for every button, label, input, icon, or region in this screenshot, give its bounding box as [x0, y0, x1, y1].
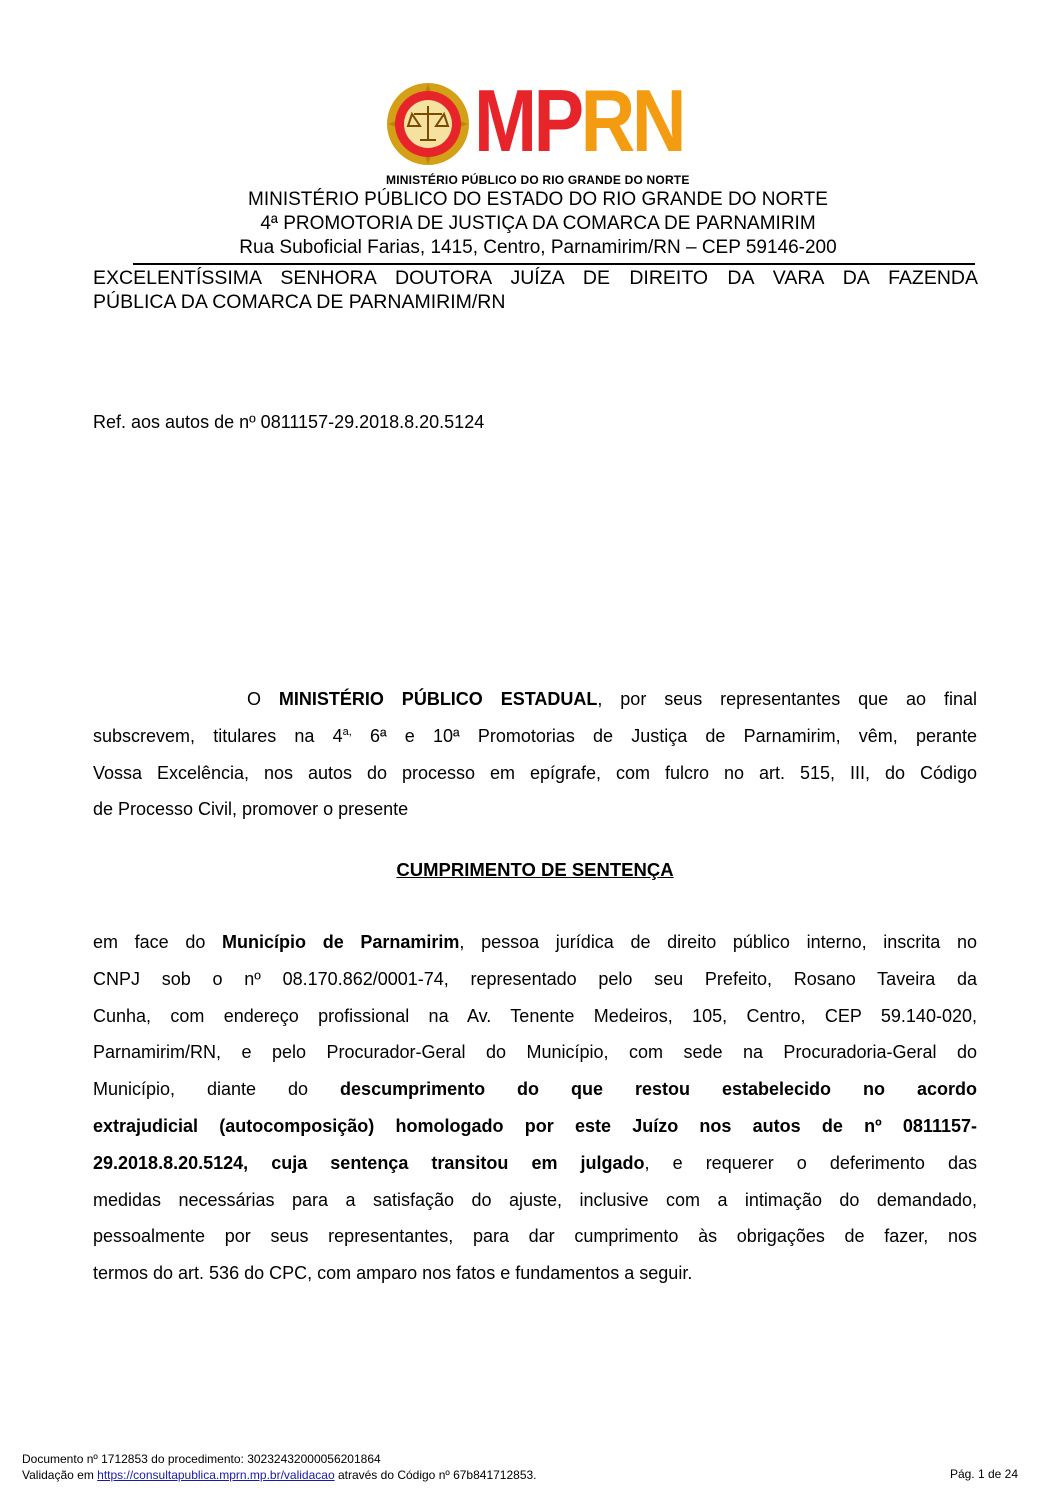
header-line-1: MINISTÉRIO PÚBLICO DO ESTADO DO RIO GRANDE DO NORTE	[248, 189, 828, 210]
body-l7-bold: 29.2018.8.20.5124, cuja sentença transitou em julgado	[93, 1152, 645, 1173]
addressee-line-2: PÚBLICA DA COMARCA DE PARNAMIRIM/RN	[93, 291, 506, 313]
footer-validation-post: através do Código nº 67b841712853.	[334, 1468, 537, 1482]
body-l5-bold: descumprimento do que restou estabelecido no acordo	[340, 1079, 977, 1100]
body-l7-post: , e requerer o deferimento das	[644, 1152, 978, 1173]
intro-paragraph	[93, 681, 977, 828]
mprn-logo	[386, 71, 696, 192]
case-reference: Ref. aos autos de nº 0811157-29.2018.8.20.5124	[93, 412, 485, 432]
intro-line-3: Vossa Excelência, nos autos do processo em epígrafe, com fulcro no art. 515, III, do Código	[93, 762, 977, 783]
body-l5-pre: Município, diante do	[93, 1079, 341, 1100]
validation-link[interactable]: https://consultapublica.mprn.mp.br/validacao	[97, 1468, 335, 1482]
body-l1-post: , pessoa jurídica de direito público interno, inscrita no	[459, 932, 977, 952]
body-line-4: Parnamirim/RN, e pelo Procurador-Geral do Município, com sede na Procuradoria-Geral do	[93, 1042, 977, 1063]
footer-validation-pre: Validação em	[22, 1468, 98, 1482]
body-line-2: CNPJ sob o nº 08.170.862/0001-74, representado pelo seu Prefeito, Rosano Taveira da	[93, 968, 977, 989]
header-address: Rua Suboficial Farias, 1415, Centro, Parnamirim/RN – CEP 59146-200	[239, 237, 837, 258]
section-title-text: CUMPRIMENTO DE SENTENÇA	[396, 859, 674, 880]
logo-rn-text: RN	[580, 71, 684, 170]
body-l6-bold: extrajudicial (autocomposição) homologado por este Juízo nos autos de nº 0811157-	[93, 1115, 977, 1136]
body-l1-bold: Município de Parnamirim	[222, 932, 460, 952]
logo-subtitle: MINISTÉRIO PÚBLICO DO RIO GRANDE DO NORTE	[386, 173, 690, 187]
body-line-8: medidas necessárias para a satisfação do ajuste, inclusive com a intimação do demandado,	[93, 1189, 977, 1210]
intro-l2-a: subscrevem, titulares na 4	[93, 725, 343, 746]
footer-validation	[22, 1467, 537, 1483]
page-number: Pág. 1 de 24	[949, 1467, 1018, 1481]
intro-line-4: de Processo Civil, promover o presente	[93, 799, 409, 820]
header-divider	[133, 263, 975, 265]
footer-document-id: Documento nº 1712853 do procedimento: 30232432000056201864	[22, 1452, 381, 1466]
mprn-seal-icon	[386, 82, 470, 166]
intro-l2-b: 6ª e 10ª Promotorias de Justiça de Parnamirim, vêm, perante	[351, 725, 978, 746]
addressee	[93, 266, 978, 314]
logo-mp-text: MP	[474, 71, 581, 170]
intro-post: , por seus representantes que ao final	[597, 689, 977, 709]
intro-pre: O	[247, 689, 279, 709]
body-line-10: termos do art. 536 do CPC, com amparo nos fatos e fundamentos a seguir.	[93, 1263, 693, 1284]
header-line-2: 4ª PROMOTORIA DE JUSTIÇA DA COMARCA DE PARNAMIRIM	[260, 213, 816, 234]
body-line-3: Cunha, com endereço profissional na Av. Tenente Medeiros, 105, Centro, CEP 59.140-020,	[93, 1005, 977, 1026]
intro-bold: MINISTÉRIO PÚBLICO ESTADUAL	[278, 689, 598, 709]
intro-l2-sup: a,	[342, 725, 352, 738]
body-l1-pre: em face do	[93, 932, 223, 952]
body-paragraph	[93, 924, 977, 1292]
body-line-9: pessoalmente por seus representantes, para dar cumprimento às obrigações de fazer, nos	[93, 1226, 977, 1247]
section-title	[93, 859, 977, 881]
addressee-line-1: EXCELENTÍSSIMA SENHORA DOUTORA JUÍZA DE DIREITO DA VARA DA FAZENDA	[93, 267, 978, 289]
